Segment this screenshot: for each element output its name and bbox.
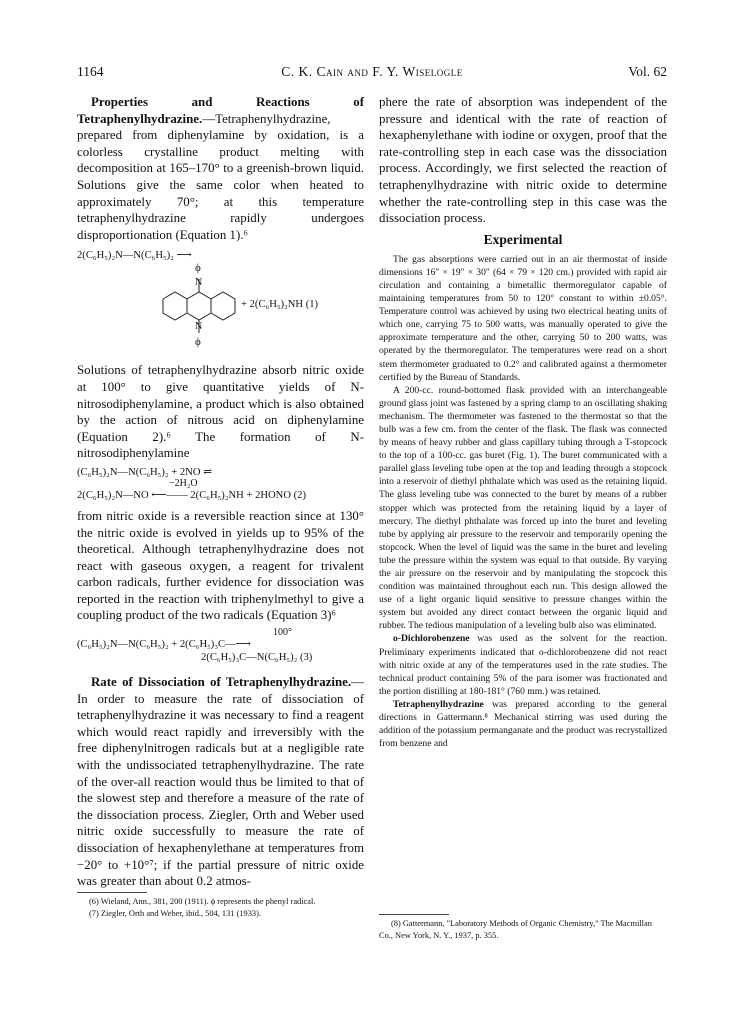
nitrogen-top-label: N xyxy=(195,277,203,289)
footnote-8: (8) Gattermann, "Laboratory Methods of Organic Chemistry," The Macmillan Co., New York, N. Y., 1937, p. 355. xyxy=(379,919,652,940)
nitrogen-bottom-label: N xyxy=(195,321,203,333)
footnote-7: (7) Ziegler, Orth and Weber, ibid., 504, 131 (1933). xyxy=(89,908,262,918)
equation-2-line-2: 2(C₆H₅)₂N—NO ⟵—— 2(C₆H₅)₂NH + 2HONO (2) xyxy=(77,489,306,501)
phenyl-bottom-label: ϕ xyxy=(195,336,201,349)
paragraph-thermostat: The gas absorptions were carried out in an air thermostat of inside dimensions 16″ × 19″ × 30″ (64 × 79 × 120 cm.) provided with rapid air circulation and containing a bimetallic thermoregulator capable of maintaining temperatures from 50 to 120° constant to within ±0.05°. Temperature control was achieved by using two electrical heating units of which one, carrying 75 to 500 watts, was manually operated to give the approximate temperature and the other, carrying 50 to 200 watts, was operated by the thermoregulator. The temperatures were read on a short stem thermometer graduated to 0.2° and calibrated against a thermometer certified by the Bureau of Standards. xyxy=(379,253,667,383)
section-heading-experimental: Experimental xyxy=(483,231,563,247)
solvent-title: o-Dichlorobenzene xyxy=(393,633,470,645)
equation-2 xyxy=(77,466,364,502)
preparation-text: was prepared according to the general directions in Gattermann.⁸ Mechanical stirring was used during the addition of the potassium permanganate and the product was recrystallized from benzene and xyxy=(379,698,667,750)
paragraph-reversible: from nitric oxide is a reversible reaction since at 130° the nitric oxide is evolved in yields up to 95% of the theoretical. Although tetraphenylhydrazine does not react with gaseous oxygen, a reagent for trivalent carbon radicals, further evidence for dissociation was reported in the reaction with triphenylmethyl to give a coupling product of the two radicals (Equation 3)⁶ xyxy=(77,508,364,623)
equation-1-rhs: + 2(C₆H₅)₂NH (1) xyxy=(241,299,319,311)
solvent-text: was used as the solvent for the reaction. Preliminary experiments indicated that o-dichlorobenzene did not react with nitric oxide at any of the temperatures used in the rate studies. The technical product containing 5% of the para isomer was fractionated and the portion distilling at 180-181° (760 mm.) was retained. xyxy=(379,633,667,697)
phenazine-structure xyxy=(77,262,364,360)
paragraph-preparation xyxy=(379,698,667,750)
equation-3-line-1: (C₆H₅)₂N—N(C₆H₅)₂ + 2(C₆H₅)₃C—⟶ xyxy=(77,639,251,651)
equation-2-arrow-label: −2H₂O xyxy=(169,477,198,489)
equation-3-line-2: 2(C₆H₅)₃C—N(C₆H₅)₂ (3) xyxy=(201,652,313,664)
paragraph-text: —Tetraphenylhydrazine, prepared from diphenylamine by oxidation, is a colorless crystalline product melting with decomposition at 165–170° to a greenish-brown liquid. Solutions give the same color when heated to approximately 70°; at this temperature tetraphenylhydrazine rapidly undergoes disproportionation (Equation 1).⁶ xyxy=(77,111,364,242)
left-column xyxy=(77,94,364,890)
footnote-rule xyxy=(77,892,147,893)
equation-3 xyxy=(77,628,364,664)
equation-3-arrow-label: 100° xyxy=(273,627,292,639)
paragraph-properties xyxy=(77,94,364,243)
paragraph-nitric-oxide: Solutions of tetraphenylhydrazine absorb nitric oxide at 100° to give quantitative yields of N-nitrosodiphenylamine, a product which is also obtained by the action of nitrous acid on diphenylamine (Equation 2).⁶ The formation of N-nitrosodiphenylamine xyxy=(77,363,364,461)
footnotes-right xyxy=(379,914,667,941)
paragraph-rate xyxy=(77,674,364,890)
paragraph-title: Properties and Reactions of Tetraphenylhydrazine. xyxy=(77,95,364,126)
paragraph-continued: phere the rate of absorption was independent of the pressure and identical with the rate of reaction of hexaphenylethane with iodine or oxygen, proof that the rate-controlling step in each case was the dissociation process. Accordingly, we first selected the reaction of tetraphenylhydrazine with nitric oxide to determine whether the rate-controlling step in this case was the dissociation process. xyxy=(379,95,667,226)
preparation-title: Tetraphenylhydrazine xyxy=(393,698,484,710)
equation-1-lhs: 2(C₆H₅)₂N—N(C₆H₅)₂ ⟶ xyxy=(77,250,192,262)
footnotes-left xyxy=(77,892,364,919)
phenyl-top-label: ϕ xyxy=(195,262,201,275)
equation-2-line-1: (C₆H₅)₂N—N(C₆H₅)₂ + 2NO ⇌ xyxy=(77,466,212,478)
ring-structure-drawing xyxy=(77,262,364,360)
page-number: 1164 xyxy=(77,64,104,79)
paragraph-apparatus: A 200-cc. round-bottomed flask provided with an interchangeable ground glass joint was fastened by a spring clamp to an oscillating shaking mechanism. The thermometer was fastened to the thermostat so that the bulb was a few cm. from the center of the flask. The flask was connected by means of heavy rubber and glass capillary tubing through a T-stopcock to the top of a 100-cc. gas buret (Fig. 1). The buret communicated with a parallel glass leveling tube open at the top and leading through a stopcock into a reservoir of diethyl phthalate which was used as the retaining liquid. The glass leveling tube was connected to the buret by means of a rubber stopper which was protected from the retaining liquid by a layer of mercury. The diethyl phthalate was forced up into the buret and leveling tube by applying air pressure to the reservoir and temporarily opening the stopcock. When the level of liquid was the same in the buret and leveling tube the pressure within the system was equal to that outside. By varying the air pressure on the reservoir and by manipulating the stopcock this condition was maintained throughout each run. This design allowed the use of a light organic liquid sensitive to pressure changes within the system but avoided any direct contact between the organic liquid and rubber. The tedious manipulation of a leveling bulb also was eliminated. xyxy=(379,384,667,632)
paragraph-title-rate: Rate of Dissociation of Tetraphenylhydrazine. xyxy=(91,675,352,690)
equation-1 xyxy=(77,249,364,360)
paragraph-solvent xyxy=(379,632,667,697)
footnote-6: (6) Wieland, Ann., 381, 200 (1911). ϕ represents the phenyl radical. xyxy=(89,897,316,906)
paragraph-rate-text: —In order to measure the rate of dissociation of tetraphenylhydrazine it was necessary to find a reagent which would react rapidly and irreversibly with the free diphenylnitrogen radicals but at a negligible rate with the undissociated tetraphenylhydrazine. The rate of the over-all reaction would thus be limited to that of the slowest step and therefore a measure of the rate of the dissociation process. Ziegler, Orth and Weber used nitric oxide successfully to measure the rate of dissociation of hexaphenylethane at temperatures from −20° to +10°⁷; if the partial pressure of nitric oxide was greater than about 0.2 atmos- xyxy=(77,675,364,889)
right-column xyxy=(379,94,667,750)
footnote-rule-right xyxy=(379,914,449,915)
running-authors: C. K. Cain and F. Y. Wiselogle xyxy=(281,64,463,79)
volume-label: Vol. 62 xyxy=(628,64,667,79)
